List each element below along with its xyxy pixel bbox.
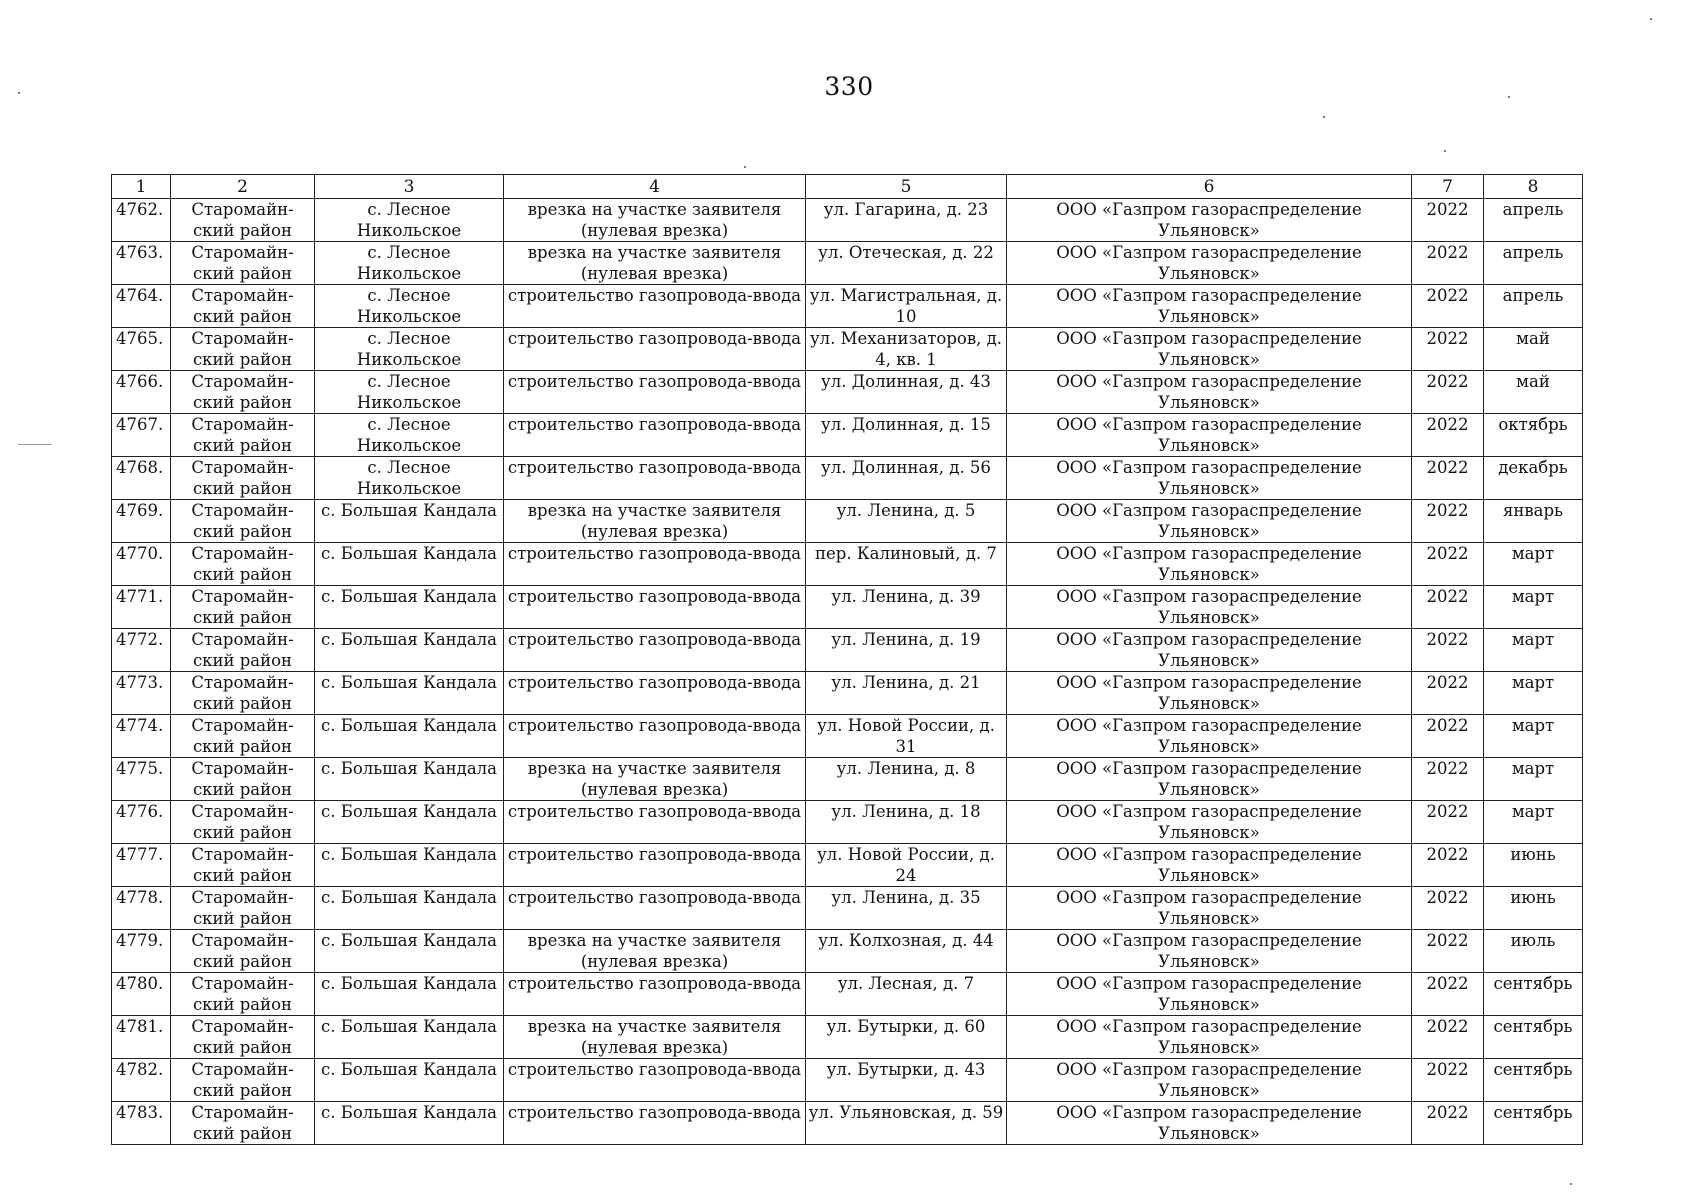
- year-cell: 2022: [1412, 930, 1484, 973]
- settlement-cell: с. Лесное Никольское: [315, 285, 504, 328]
- address-cell: ул. Ульяновская, д. 59: [806, 1102, 1007, 1145]
- table-header-row: [112, 175, 1583, 199]
- organization-cell: ООО «Газпром газораспределение Ульяновск»: [1007, 414, 1412, 457]
- settlement-cell: с. Большая Кандала: [315, 715, 504, 758]
- month-cell: сентябрь: [1484, 1016, 1583, 1059]
- organization-cell: ООО «Газпром газораспределение Ульяновск»: [1007, 672, 1412, 715]
- scan-speck: [18, 92, 20, 94]
- year-cell: 2022: [1412, 1102, 1484, 1145]
- table-row: [112, 887, 1583, 930]
- row-number-cell: 4767.: [112, 414, 171, 457]
- month-cell: март: [1484, 801, 1583, 844]
- year-cell: 2022: [1412, 1059, 1484, 1102]
- table-row: [112, 801, 1583, 844]
- work-type-cell: строительство газопровода-ввода: [504, 371, 806, 414]
- month-cell: апрель: [1484, 242, 1583, 285]
- district-cell: Старомайн-ский район: [171, 844, 315, 887]
- work-type-cell: строительство газопровода-ввода: [504, 629, 806, 672]
- address-cell: ул. Долинная, д. 56: [806, 457, 1007, 500]
- month-cell: март: [1484, 715, 1583, 758]
- month-cell: май: [1484, 328, 1583, 371]
- table-row: [112, 1102, 1583, 1145]
- year-cell: 2022: [1412, 328, 1484, 371]
- settlement-cell: с. Большая Кандала: [315, 930, 504, 973]
- work-type-cell: врезка на участке заявителя (нулевая врезка): [504, 242, 806, 285]
- page-number: 330: [824, 72, 874, 101]
- settlement-cell: с. Лесное Никольское: [315, 242, 504, 285]
- address-cell: ул. Ленина, д. 5: [806, 500, 1007, 543]
- scan-speck: [1444, 150, 1446, 152]
- settlement-cell: с. Большая Кандала: [315, 1102, 504, 1145]
- district-cell: Старомайн-ский район: [171, 930, 315, 973]
- settlement-cell: с. Лесное Никольское: [315, 414, 504, 457]
- settlement-cell: с. Большая Кандала: [315, 672, 504, 715]
- district-cell: Старомайн-ский район: [171, 1059, 315, 1102]
- organization-cell: ООО «Газпром газораспределение Ульяновск»: [1007, 801, 1412, 844]
- table-row: [112, 543, 1583, 586]
- row-number-cell: 4778.: [112, 887, 171, 930]
- year-cell: 2022: [1412, 285, 1484, 328]
- table-body: [112, 175, 1583, 1145]
- table-row: [112, 328, 1583, 371]
- address-cell: ул. Долинная, д. 43: [806, 371, 1007, 414]
- settlement-cell: с. Большая Кандала: [315, 1059, 504, 1102]
- settlement-cell: с. Большая Кандала: [315, 973, 504, 1016]
- year-cell: 2022: [1412, 414, 1484, 457]
- month-cell: октябрь: [1484, 414, 1583, 457]
- organization-cell: ООО «Газпром газораспределение Ульяновск»: [1007, 629, 1412, 672]
- table-row: [112, 758, 1583, 801]
- district-cell: Старомайн-ский район: [171, 457, 315, 500]
- work-type-cell: строительство газопровода-ввода: [504, 973, 806, 1016]
- settlement-cell: с. Большая Кандала: [315, 758, 504, 801]
- row-number-cell: 4783.: [112, 1102, 171, 1145]
- year-cell: 2022: [1412, 199, 1484, 242]
- address-cell: ул. Ленина, д. 21: [806, 672, 1007, 715]
- table-row: [112, 414, 1583, 457]
- settlement-cell: с. Большая Кандала: [315, 586, 504, 629]
- work-type-cell: строительство газопровода-ввода: [504, 801, 806, 844]
- year-cell: 2022: [1412, 758, 1484, 801]
- month-cell: март: [1484, 672, 1583, 715]
- work-type-cell: строительство газопровода-ввода: [504, 1059, 806, 1102]
- organization-cell: ООО «Газпром газораспределение Ульяновск»: [1007, 199, 1412, 242]
- year-cell: 2022: [1412, 242, 1484, 285]
- organization-cell: ООО «Газпром газораспределение Ульяновск»: [1007, 887, 1412, 930]
- row-number-cell: 4768.: [112, 457, 171, 500]
- organization-cell: ООО «Газпром газораспределение Ульяновск»: [1007, 1102, 1412, 1145]
- month-cell: сентябрь: [1484, 973, 1583, 1016]
- organization-cell: ООО «Газпром газораспределение Ульяновск»: [1007, 715, 1412, 758]
- year-cell: 2022: [1412, 1016, 1484, 1059]
- address-cell: ул. Лесная, д. 7: [806, 973, 1007, 1016]
- year-cell: 2022: [1412, 457, 1484, 500]
- district-cell: Старомайн-ский район: [171, 1102, 315, 1145]
- row-number-cell: 4763.: [112, 242, 171, 285]
- address-cell: ул. Гагарина, д. 23: [806, 199, 1007, 242]
- settlement-cell: с. Большая Кандала: [315, 629, 504, 672]
- row-number-cell: 4770.: [112, 543, 171, 586]
- address-cell: ул. Ленина, д. 35: [806, 887, 1007, 930]
- row-number-cell: 4772.: [112, 629, 171, 672]
- district-cell: Старомайн-ский район: [171, 414, 315, 457]
- settlement-cell: с. Большая Кандала: [315, 887, 504, 930]
- year-cell: 2022: [1412, 801, 1484, 844]
- district-cell: Старомайн-ский район: [171, 199, 315, 242]
- work-type-cell: строительство газопровода-ввода: [504, 887, 806, 930]
- table-row: [112, 371, 1583, 414]
- work-type-cell: строительство газопровода-ввода: [504, 672, 806, 715]
- district-cell: Старомайн-ский район: [171, 887, 315, 930]
- column-header: 2: [171, 175, 315, 199]
- year-cell: 2022: [1412, 844, 1484, 887]
- year-cell: 2022: [1412, 973, 1484, 1016]
- column-header: 5: [806, 175, 1007, 199]
- row-number-cell: 4769.: [112, 500, 171, 543]
- scan-mark: [18, 444, 52, 445]
- column-header: 8: [1484, 175, 1583, 199]
- work-type-cell: строительство газопровода-ввода: [504, 1102, 806, 1145]
- address-cell: ул. Бутырки, д. 43: [806, 1059, 1007, 1102]
- column-header: 4: [504, 175, 806, 199]
- address-cell: ул. Долинная, д. 15: [806, 414, 1007, 457]
- month-cell: май: [1484, 371, 1583, 414]
- organization-cell: ООО «Газпром газораспределение Ульяновск»: [1007, 457, 1412, 500]
- table-row: [112, 242, 1583, 285]
- work-type-cell: строительство газопровода-ввода: [504, 543, 806, 586]
- year-cell: 2022: [1412, 371, 1484, 414]
- work-type-cell: врезка на участке заявителя (нулевая врезка): [504, 758, 806, 801]
- organization-cell: ООО «Газпром газораспределение Ульяновск»: [1007, 1059, 1412, 1102]
- district-cell: Старомайн-ский район: [171, 371, 315, 414]
- work-type-cell: строительство газопровода-ввода: [504, 844, 806, 887]
- address-cell: ул. Новой России, д. 24: [806, 844, 1007, 887]
- work-type-cell: строительство газопровода-ввода: [504, 586, 806, 629]
- organization-cell: ООО «Газпром газораспределение Ульяновск»: [1007, 500, 1412, 543]
- address-cell: пер. Калиновый, д. 7: [806, 543, 1007, 586]
- address-cell: ул. Ленина, д. 8: [806, 758, 1007, 801]
- month-cell: июнь: [1484, 844, 1583, 887]
- address-cell: ул. Ленина, д. 18: [806, 801, 1007, 844]
- gasification-table: [111, 174, 1583, 1145]
- district-cell: Старомайн-ский район: [171, 242, 315, 285]
- month-cell: апрель: [1484, 199, 1583, 242]
- row-number-cell: 4765.: [112, 328, 171, 371]
- district-cell: Старомайн-ский район: [171, 586, 315, 629]
- work-type-cell: строительство газопровода-ввода: [504, 457, 806, 500]
- year-cell: 2022: [1412, 715, 1484, 758]
- settlement-cell: с. Большая Кандала: [315, 500, 504, 543]
- year-cell: 2022: [1412, 586, 1484, 629]
- month-cell: декабрь: [1484, 457, 1583, 500]
- row-number-cell: 4782.: [112, 1059, 171, 1102]
- district-cell: Старомайн-ский район: [171, 543, 315, 586]
- table-row: [112, 285, 1583, 328]
- table-row: [112, 672, 1583, 715]
- settlement-cell: с. Большая Кандала: [315, 801, 504, 844]
- scan-speck: [1650, 18, 1652, 20]
- address-cell: ул. Механизаторов, д. 4, кв. 1: [806, 328, 1007, 371]
- table-row: [112, 844, 1583, 887]
- month-cell: январь: [1484, 500, 1583, 543]
- month-cell: март: [1484, 758, 1583, 801]
- row-number-cell: 4776.: [112, 801, 171, 844]
- district-cell: Старомайн-ский район: [171, 801, 315, 844]
- address-cell: ул. Новой России, д. 31: [806, 715, 1007, 758]
- month-cell: сентябрь: [1484, 1059, 1583, 1102]
- address-cell: ул. Ленина, д. 39: [806, 586, 1007, 629]
- work-type-cell: врезка на участке заявителя (нулевая врезка): [504, 1016, 806, 1059]
- organization-cell: ООО «Газпром газораспределение Ульяновск»: [1007, 930, 1412, 973]
- address-cell: ул. Ленина, д. 19: [806, 629, 1007, 672]
- address-cell: ул. Бутырки, д. 60: [806, 1016, 1007, 1059]
- month-cell: апрель: [1484, 285, 1583, 328]
- organization-cell: ООО «Газпром газораспределение Ульяновск»: [1007, 844, 1412, 887]
- row-number-cell: 4774.: [112, 715, 171, 758]
- work-type-cell: строительство газопровода-ввода: [504, 414, 806, 457]
- month-cell: сентябрь: [1484, 1102, 1583, 1145]
- scan-speck: [1508, 96, 1510, 98]
- organization-cell: ООО «Газпром газораспределение Ульяновск»: [1007, 973, 1412, 1016]
- district-cell: Старомайн-ский район: [171, 672, 315, 715]
- month-cell: июль: [1484, 930, 1583, 973]
- column-header: 3: [315, 175, 504, 199]
- work-type-cell: врезка на участке заявителя (нулевая врезка): [504, 500, 806, 543]
- column-header: 7: [1412, 175, 1484, 199]
- row-number-cell: 4766.: [112, 371, 171, 414]
- row-number-cell: 4771.: [112, 586, 171, 629]
- organization-cell: ООО «Газпром газораспределение Ульяновск»: [1007, 758, 1412, 801]
- organization-cell: ООО «Газпром газораспределение Ульяновск»: [1007, 371, 1412, 414]
- work-type-cell: врезка на участке заявителя (нулевая врезка): [504, 199, 806, 242]
- row-number-cell: 4781.: [112, 1016, 171, 1059]
- table-row: [112, 500, 1583, 543]
- district-cell: Старомайн-ский район: [171, 328, 315, 371]
- year-cell: 2022: [1412, 887, 1484, 930]
- address-cell: ул. Отеческая, д. 22: [806, 242, 1007, 285]
- row-number-cell: 4773.: [112, 672, 171, 715]
- settlement-cell: с. Большая Кандала: [315, 844, 504, 887]
- address-cell: ул. Колхозная, д. 44: [806, 930, 1007, 973]
- table-row: [112, 973, 1583, 1016]
- work-type-cell: строительство газопровода-ввода: [504, 715, 806, 758]
- scan-speck: [744, 166, 746, 168]
- row-number-cell: 4779.: [112, 930, 171, 973]
- row-number-cell: 4764.: [112, 285, 171, 328]
- district-cell: Старомайн-ский район: [171, 285, 315, 328]
- scan-speck: [1323, 116, 1325, 118]
- settlement-cell: с. Лесное Никольское: [315, 371, 504, 414]
- row-number-cell: 4780.: [112, 973, 171, 1016]
- district-cell: Старомайн-ский район: [171, 1016, 315, 1059]
- district-cell: Старомайн-ский район: [171, 629, 315, 672]
- month-cell: март: [1484, 543, 1583, 586]
- table-row: [112, 1016, 1583, 1059]
- year-cell: 2022: [1412, 500, 1484, 543]
- organization-cell: ООО «Газпром газораспределение Ульяновск»: [1007, 1016, 1412, 1059]
- settlement-cell: с. Большая Кандала: [315, 1016, 504, 1059]
- year-cell: 2022: [1412, 629, 1484, 672]
- organization-cell: ООО «Газпром газораспределение Ульяновск»: [1007, 543, 1412, 586]
- work-type-cell: строительство газопровода-ввода: [504, 328, 806, 371]
- organization-cell: ООО «Газпром газораспределение Ульяновск»: [1007, 285, 1412, 328]
- settlement-cell: с. Лесное Никольское: [315, 457, 504, 500]
- settlement-cell: с. Большая Кандала: [315, 543, 504, 586]
- row-number-cell: 4777.: [112, 844, 171, 887]
- settlement-cell: с. Лесное Никольское: [315, 328, 504, 371]
- district-cell: Старомайн-ский район: [171, 973, 315, 1016]
- year-cell: 2022: [1412, 543, 1484, 586]
- table-row: [112, 629, 1583, 672]
- organization-cell: ООО «Газпром газораспределение Ульяновск»: [1007, 586, 1412, 629]
- table-row: [112, 199, 1583, 242]
- settlement-cell: с. Лесное Никольское: [315, 199, 504, 242]
- column-header: 1: [112, 175, 171, 199]
- district-cell: Старомайн-ский район: [171, 715, 315, 758]
- district-cell: Старомайн-ский район: [171, 500, 315, 543]
- organization-cell: ООО «Газпром газораспределение Ульяновск»: [1007, 242, 1412, 285]
- table-row: [112, 586, 1583, 629]
- year-cell: 2022: [1412, 672, 1484, 715]
- address-cell: ул. Магистральная, д. 10: [806, 285, 1007, 328]
- month-cell: март: [1484, 586, 1583, 629]
- month-cell: март: [1484, 629, 1583, 672]
- table-row: [112, 715, 1583, 758]
- table-row: [112, 457, 1583, 500]
- scan-speck: [1570, 1183, 1572, 1185]
- month-cell: июнь: [1484, 887, 1583, 930]
- work-type-cell: строительство газопровода-ввода: [504, 285, 806, 328]
- organization-cell: ООО «Газпром газораспределение Ульяновск»: [1007, 328, 1412, 371]
- work-type-cell: врезка на участке заявителя (нулевая врезка): [504, 930, 806, 973]
- row-number-cell: 4775.: [112, 758, 171, 801]
- district-cell: Старомайн-ский район: [171, 758, 315, 801]
- table-row: [112, 1059, 1583, 1102]
- row-number-cell: 4762.: [112, 199, 171, 242]
- table-row: [112, 930, 1583, 973]
- column-header: 6: [1007, 175, 1412, 199]
